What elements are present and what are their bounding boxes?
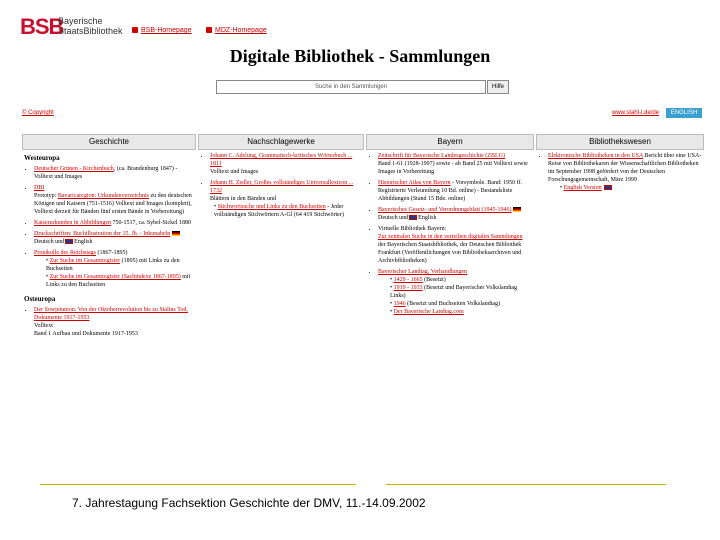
item-link[interactable]: Kaiserurkunden in Abbildungen xyxy=(34,220,111,226)
item-text: Volltext xyxy=(34,323,53,329)
bsb-homepage-label: BSB-Homepage xyxy=(141,27,192,34)
list-item: • Deutscher Grünen - Kirchenbuch, (ca. Brandenburg 1847) - Volltext und Images xyxy=(34,165,192,181)
item-link[interactable]: Zur zentralen Suche in den verteilten digitalen Sammlungen xyxy=(378,234,523,240)
item-text: English xyxy=(74,239,93,245)
item-link[interactable]: Der Bayerische Landtag.com xyxy=(393,309,464,315)
item-text: - Jeder vollständigen Stichwörtern A-Gl (64 419 Stichwörter) xyxy=(214,204,344,218)
item-link[interactable]: Zur Suche im Gesamtregister (Sachindexe 1867-1895) xyxy=(49,274,181,280)
list-item xyxy=(378,225,530,265)
column-bayern xyxy=(368,152,530,319)
item-link[interactable]: Der Sowjetunion. Von der Oktoberrevolution bis zu Stalins Tod, Dokumente 1917-1953 xyxy=(34,307,188,321)
list-item xyxy=(378,268,530,316)
list-item xyxy=(34,184,192,216)
logo-line2: StaatsBibliothek xyxy=(58,26,123,36)
item-link[interactable]: English Version xyxy=(563,185,602,191)
col-header-geschichte[interactable]: Geschichte xyxy=(22,134,196,150)
list-item xyxy=(34,306,192,338)
item-link[interactable]: Druckschriften: Buchillustration der 15. Jh. - Inkunabeln xyxy=(34,231,171,237)
bsb-logo-text xyxy=(58,16,123,36)
item-link[interactable]: 1919 - 1933 xyxy=(393,285,423,291)
item-text: (Besetzt) xyxy=(424,277,446,283)
list-item xyxy=(34,230,192,246)
sub-item: • 1946 (Besetzt und Buchseiten Volkslandtag) xyxy=(390,301,501,307)
section-osteuropa: Osteuropa xyxy=(24,295,56,303)
item-link[interactable]: Historischer Atlas von Bayern xyxy=(378,180,451,186)
german-flag-icon xyxy=(172,231,180,236)
list-item: • Johann H. Zedler, Großes vollständiges Universallexicon ... 1732 Blättern in den Bänden und • Stichwortsuche und Links zu den Buchseiten - Jeder vollständigen Stichwörtern A-Gl (64 419 Stichwörter) xyxy=(210,179,360,219)
german-flag-icon xyxy=(513,207,521,212)
item-link[interactable]: Protokolle des Reichstags xyxy=(34,250,96,256)
footer-rule-right xyxy=(386,484,666,485)
item-text: Band 1-61 (1928-1997) sowie - ab Band 25 mit Volltext sowie Images in Vorbereitung xyxy=(378,161,528,175)
item-text: (ca. Brandenburg 1847) - Volltext und Images xyxy=(34,166,178,180)
col-header-bayern[interactable]: Bayern xyxy=(366,134,534,150)
column-bibliothekswesen xyxy=(538,152,702,195)
footer-text: 7. Jahrestagung Fachsektion Geschichte der DMV, 11.-14.09.2002 xyxy=(72,496,426,510)
item-text: English xyxy=(418,215,437,221)
item-text: der Bayerischen Staatsbibliothek, der Deutschen Bibliothek Frankfurt (Veröffentlichungen von Bibliotheksarchiven und Archivbibliotheken) xyxy=(378,242,522,264)
list-item xyxy=(378,179,530,203)
page-title: Digitale Bibliothek - Sammlungen xyxy=(229,46,491,66)
bsb-logo-mark: BSB xyxy=(20,14,64,39)
item-link[interactable]: Bayerischer Landtag, Verhandlungen xyxy=(378,269,468,275)
list-item xyxy=(34,219,192,227)
english-badge[interactable]: ENGLISH xyxy=(666,108,702,118)
sub-item: • Der Bayerische Landtag.com xyxy=(390,309,464,315)
item-text: (1895) xyxy=(121,258,138,264)
item-text: Volltext und Images xyxy=(210,169,259,175)
sub-item: • 1919 - 1933 (Besetzt und Bayerischer Volkslandtag Links) xyxy=(390,285,518,299)
item-text: zu den deutschen Königen und Kaisern (751-1516) Volltext und Images (komplett), Volltext derzeit für Bänden fünf ersten Bände in Vorbereitung) xyxy=(34,193,192,215)
item-link[interactable]: Johann C. Adelung, Grammatisch-kritisches Wörterbuch ... 1811 xyxy=(210,153,353,167)
item-link[interactable]: Bavaricaregion: Urkundenverzeichnis xyxy=(57,193,149,199)
item-link[interactable]: Bayerisches Gesetz- und Verordnungsblatt (1945-1946) xyxy=(378,207,512,213)
footer-rule-left xyxy=(40,484,356,485)
col-header-nachschlagewerke[interactable]: Nachschlagewerke xyxy=(198,134,364,150)
item-text: mit Links zu den Buchseiten xyxy=(46,258,180,272)
english-flag-icon xyxy=(65,239,73,244)
col-header-bibliothekswesen[interactable]: Bibliothekswesen xyxy=(536,134,704,150)
sub-item: • Zur Suche im Gesamtregister (Sachindexe 1867-1895) mit Links zu den Buchseiten xyxy=(46,274,191,288)
item-text: - Vorsymbole. Band: 1950 ff. Registrierte Verleumdung 10 Bd. online) - Bestandsliste Abbildungen (Stand 15 Bde. online) xyxy=(378,180,522,202)
item-text: Deutsch und xyxy=(378,215,409,221)
column-nachschlagewerke xyxy=(200,152,360,222)
list-item xyxy=(548,152,702,192)
item-link[interactable]: 1429 - 1665 xyxy=(393,277,423,283)
item-link[interactable]: Stichwortsuche und Links zu den Buchseiten xyxy=(217,204,326,210)
list-item xyxy=(378,152,530,176)
item-link[interactable]: Zeitschrift für Bayerische Landesgeschichte (ZBLG) xyxy=(378,153,505,159)
sub-item: • 1429 - 1665 (Besetzt) xyxy=(390,277,446,283)
search-input[interactable]: Suche in den Sammlungen xyxy=(216,80,486,94)
bottom-fade xyxy=(0,440,720,484)
item-text: (Besetzt und Buchseiten Volkslandtag) xyxy=(407,301,501,307)
item-text: 750-1517, ca. Sybel-Sickel 1880 xyxy=(112,220,191,226)
list-item xyxy=(210,152,360,176)
list-item xyxy=(34,249,192,289)
item-text: Virtuelle Bibliothek Bayern: xyxy=(378,226,447,232)
english-flag-icon xyxy=(604,185,612,190)
item-link[interactable]: Deutscher Grünen - Kirchenbuch xyxy=(34,166,114,172)
item-link[interactable]: Elektronische Bibliotheken in den USA xyxy=(548,153,643,159)
home-icon xyxy=(206,27,212,33)
section-westeuropa: Westeuropa xyxy=(24,154,60,162)
copyright-link[interactable]: © Copyright xyxy=(22,110,54,116)
item-text: Bericht über eine USA-Reise von Bibliothekaren der Wissenschaftlichen Bibliotheken im September 1998 gefördert von der Deutschen Forschungsgemeinschaft, März 1999 xyxy=(548,153,702,183)
english-flag-icon xyxy=(409,215,417,220)
help-button[interactable]: Hilfe xyxy=(487,80,509,94)
mdz-homepage-label: MDZ-Homepage xyxy=(215,27,267,34)
list-item xyxy=(378,206,530,222)
mdz-homepage-link[interactable] xyxy=(206,27,267,34)
column-geschichte xyxy=(24,152,192,341)
item-text: (1867-1895) xyxy=(97,250,128,256)
item-text: Blättern in den Bänden und xyxy=(210,196,276,202)
item-link[interactable]: DBI xyxy=(34,185,45,191)
item-link[interactable]: Johann H. Zedler, Großes vollständiges Universallexicon ... 1732 xyxy=(210,180,354,194)
bsb-logo[interactable] xyxy=(20,14,63,40)
item-text: Deutsch und xyxy=(34,239,65,245)
item-text: mit Links zu den Buchseiten xyxy=(46,274,191,288)
top-right-link[interactable]: www.stahl-l.de/de xyxy=(612,110,660,116)
item-text: Prototyp: xyxy=(34,193,58,199)
item-text: (Besetzt und Bayerischer Volkslandtag Links) xyxy=(390,285,518,299)
sub-item: • Zur Suche im Gesamtregister (1895) mit Links zu den Buchseiten xyxy=(46,258,180,272)
bsb-homepage-link[interactable] xyxy=(132,27,192,34)
sub-item: • English Version xyxy=(548,184,702,192)
item-text: Band 1 Aufbau und Dokumente 1917-1953 xyxy=(34,331,138,337)
home-icon xyxy=(132,27,138,33)
logo-line1: Bayerische xyxy=(58,16,103,26)
item-link[interactable]: Zur Suche im Gesamtregister xyxy=(49,258,121,264)
item-link[interactable]: 1946 xyxy=(393,301,406,307)
